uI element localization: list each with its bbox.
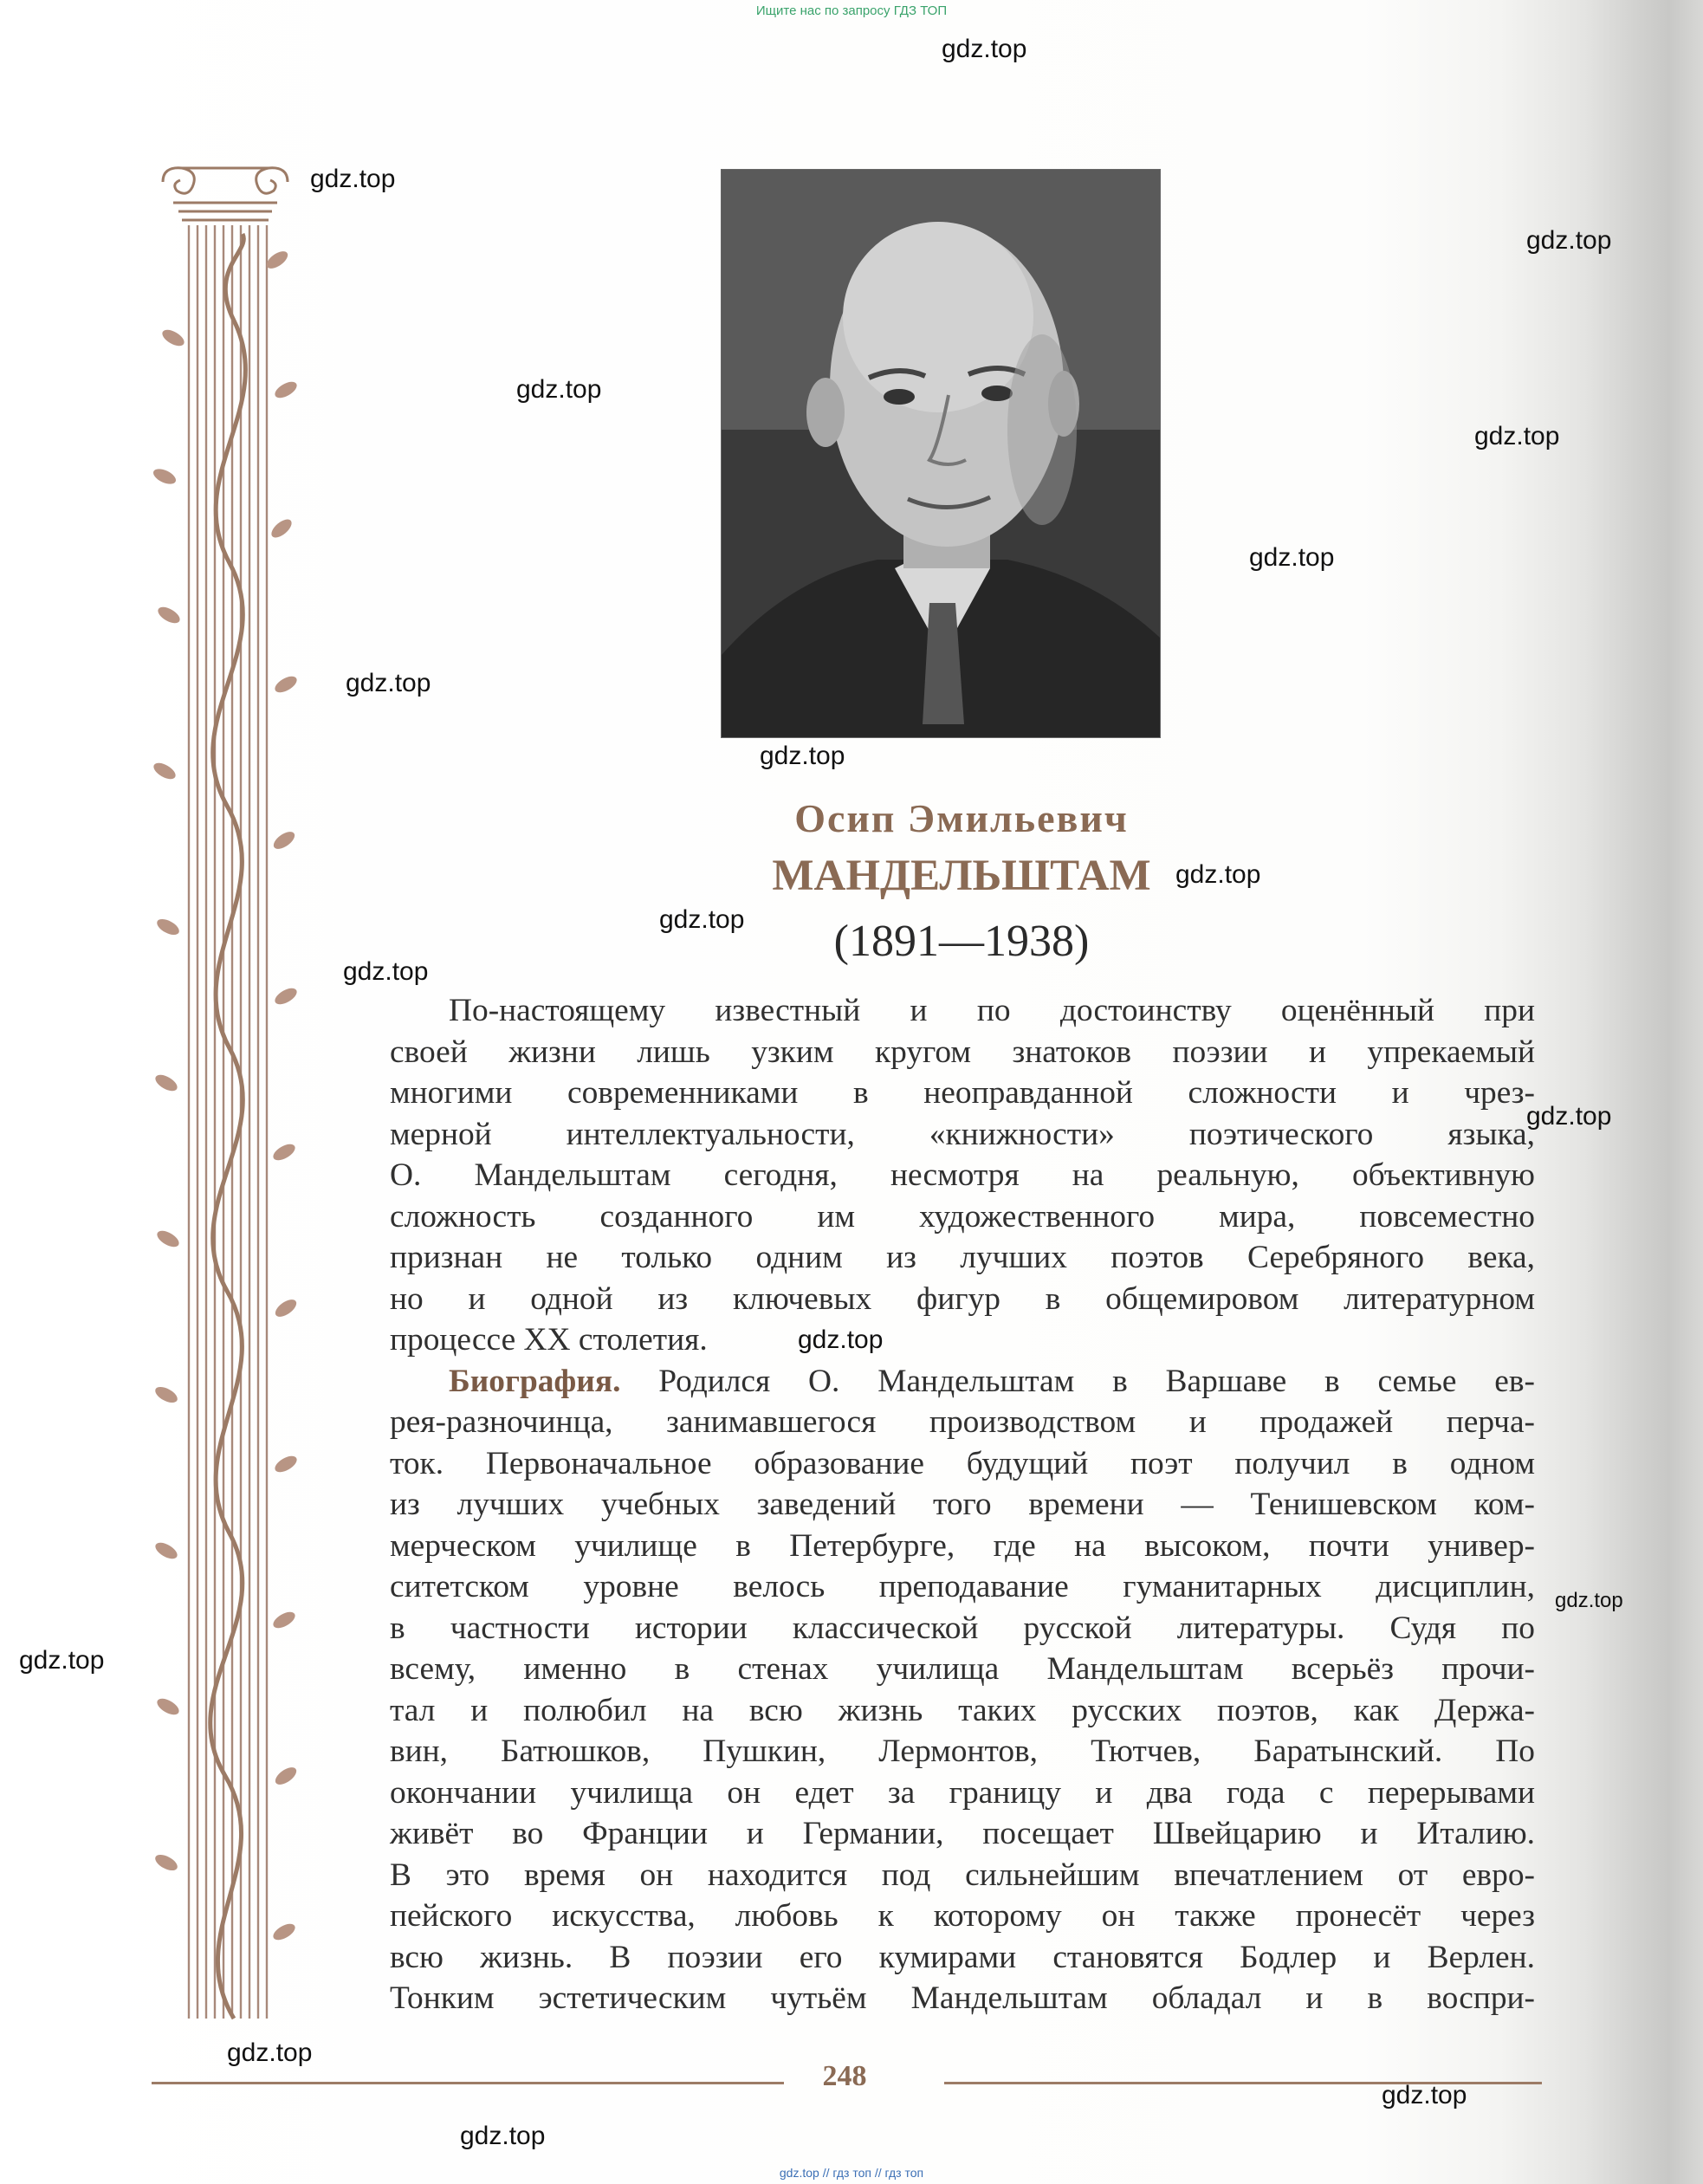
watermark: gdz.top	[19, 1646, 105, 1675]
text-line: многими современниками в неоправданной сложности и чрез-	[390, 1075, 1535, 1111]
text-line: окончании училища он едет за границу и два года с перерывами	[390, 1774, 1535, 1811]
watermark: gdz.top	[798, 1325, 884, 1354]
bottom-banner[interactable]: gdz.top // гдз топ // гдз топ	[779, 2166, 924, 2180]
portrait-photo-image	[722, 170, 1160, 737]
text-line: всему, именно в стенах училища Мандельштам всерьёз прочи-	[390, 1651, 1535, 1687]
text-line: пейского искусства, любовь к которому он также пронесёт через	[390, 1898, 1535, 1934]
watermark: gdz.top	[1382, 2081, 1467, 2109]
watermark: gdz.top	[942, 35, 1027, 63]
watermark: gdz.top	[346, 669, 431, 697]
text-line: в частности истории классической русской литературы. Судя по	[390, 1610, 1535, 1646]
text-line: тал и полюбил на всю жизнь таких русских поэтов, как Держа-	[390, 1692, 1535, 1728]
watermark: gdz.top	[1474, 422, 1560, 450]
top-banner[interactable]: Ищите нас по запросу ГДЗ ТОП	[755, 3, 948, 18]
page-number: 248	[822, 2060, 867, 2092]
author-portrait	[721, 169, 1161, 738]
decorative-column	[147, 165, 303, 2027]
body-text	[390, 990, 1535, 2019]
text-line: ток. Первоначальное образование будущий поэт получил в одном	[390, 1445, 1535, 1481]
watermark: gdz.top	[343, 957, 429, 986]
text-line: Тонким эстетическим чутьём Мандельштам обладал и в воспри-	[390, 1980, 1535, 2016]
text-line: живёт во Франции и Германии, посещает Швейцарию и Италию.	[390, 1816, 1535, 1851]
text-line: По-настоящему известный и по достоинству оценённый при	[449, 993, 1535, 1028]
watermark: gdz.top	[659, 905, 745, 934]
text-line: ситетском уровне велось преподавание гуманитарных дисциплин,	[390, 1569, 1535, 1604]
text-line: рея-разночинца, занимавшегося производством и продажей перча-	[390, 1404, 1535, 1440]
watermark: gdz.top	[1555, 1589, 1623, 1612]
watermark: gdz.top	[1526, 226, 1612, 255]
column-vine-illustration	[147, 165, 303, 2027]
text-line: признан не только одним из лучших поэтов Серебряного века,	[390, 1240, 1535, 1275]
watermark: gdz.top	[760, 742, 845, 770]
author-years: (1891—1938)	[833, 917, 1090, 966]
text-line: процессе XX столетия.	[390, 1322, 708, 1358]
watermark: gdz.top	[1526, 1102, 1612, 1131]
text-line: вин, Батюшков, Пушкин, Лермонтов, Тютчев, Баратынский. По	[390, 1734, 1535, 1769]
text-line: всю жизнь. В поэзии его кумирами становятся Бодлер и Верлен.	[390, 1939, 1535, 1975]
author-surname: МАНДЕЛЬШТАМ	[772, 852, 1151, 900]
text-line: В это время он находится под сильнейшим впечатлением от евро-	[390, 1857, 1535, 1893]
text-line: О. Мандельштам сегодня, несмотря на реальную, объективную	[390, 1157, 1535, 1193]
biography-first-line	[390, 1361, 1535, 1403]
text-line: мерческом училище в Петербурге, где на высоком, почти универ-	[390, 1527, 1535, 1564]
text-line: мерной интеллектуальности, «книжности» поэтического языка,	[390, 1116, 1535, 1152]
watermark: gdz.top	[516, 375, 602, 404]
watermark: gdz.top	[310, 165, 396, 193]
footer-rule-left	[152, 2082, 784, 2084]
biography-label: Биография.	[449, 1363, 621, 1399]
watermark: gdz.top	[1249, 543, 1335, 572]
watermark: gdz.top	[227, 2038, 313, 2067]
text-line: своей жизни лишь узким кругом знатоков поэзии и упрекаемый	[390, 1034, 1535, 1070]
text-line: но и одной из ключевых фигур в общемировом литературном	[390, 1280, 1535, 1317]
text-line: сложность созданного им художественного мира, повсеместно	[390, 1198, 1535, 1235]
watermark: gdz.top	[1175, 860, 1261, 889]
text-line: из лучших учебных заведений того времени — Тенишевском ком-	[390, 1487, 1535, 1522]
text-line-rest: Родился О. Мандельштам в Варшаве в семье ев-	[620, 1363, 1535, 1399]
watermark: gdz.top	[460, 2122, 546, 2150]
author-first-names: Осип Эмильевич	[794, 796, 1129, 840]
